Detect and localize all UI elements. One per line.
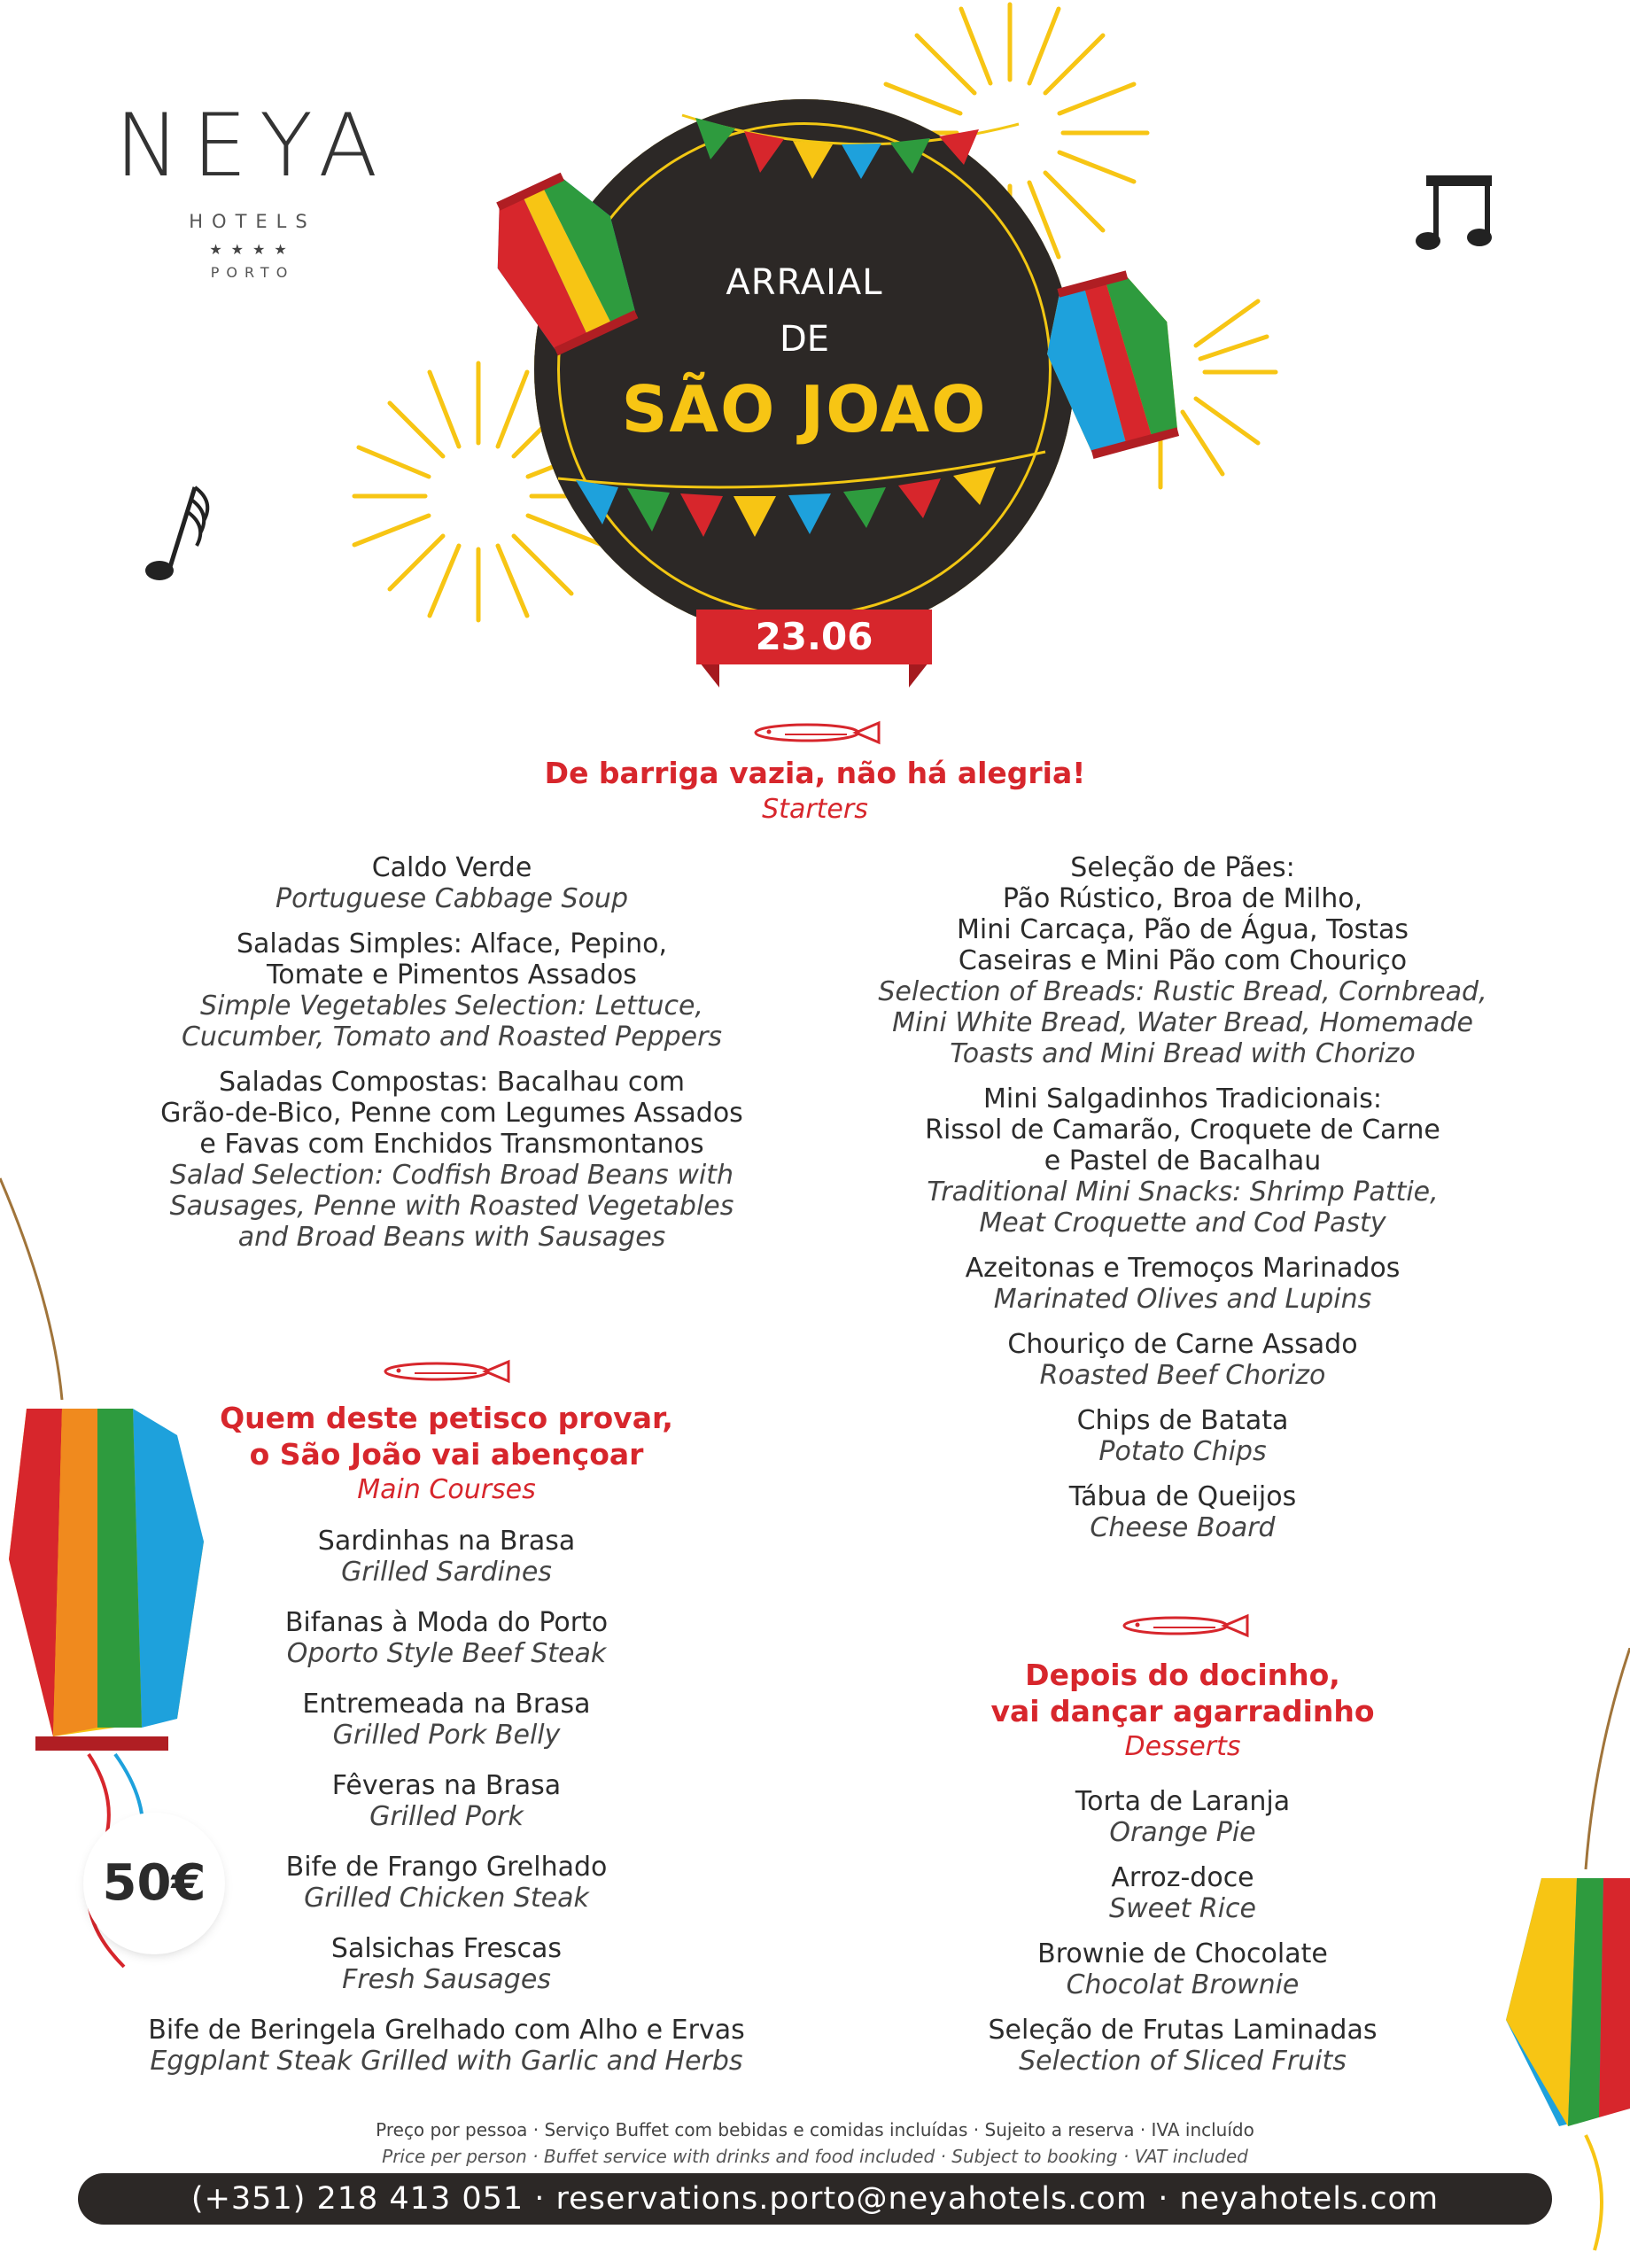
menu-item-translation: Roasted Beef Chorizo [1039,1360,1326,1391]
menu-item-translation: Portuguese Cabbage Soup [276,883,628,914]
menu-item [842,852,1524,1069]
desserts-title-line1: Depois do docinho, [1025,1658,1340,1692]
menu-item-name: Pão Rústico, Broa de Milho, [1002,883,1363,914]
menu-item-name: Arroz-doce [1111,1862,1254,1893]
menu-item-translation: Fresh Sausages [342,1964,551,1995]
menu-item-name: Sardinhas na Brasa [317,1526,576,1557]
menu-item [828,2015,1537,2077]
menu-item-translation: and Broad Beans with Sausages [237,1222,666,1253]
menu-item [842,1253,1524,1315]
menu-item [842,1481,1524,1543]
menu-item-translation: Sausages, Penne with Roasted Vegetables [169,1191,734,1222]
menu-item-translation: Traditional Mini Snacks: Shrimp Pattie, [927,1177,1439,1208]
footnote-en: Price per person · Buffet service with drinks and food included · Subject to booking · VAT included [382,2146,1248,2167]
menu-item-name: Salsichas Frescas [330,1933,563,1964]
menu-item-translation: Toasts and Mini Bread with Chorizo [950,1038,1416,1069]
menu-item-translation: Simple Vegetables Selection: Lettuce, [200,990,703,1021]
menu-item-name: Caldo Verde [371,852,532,883]
menu-item [115,928,788,1052]
menu-item-translation: Eggplant Steak Grilled with Garlic and Herbs [150,2046,743,2077]
music-note-icon [1414,168,1495,257]
menu-item-name: e Favas com Enchidos Transmontanos [199,1129,704,1160]
ribbon-tail-right [909,663,928,687]
menu-item-name: Bife de Beringela Grelhado com Alho e Ervas [148,2015,745,2046]
menu-item-translation: Salad Selection: Codfish Broad Beans with [169,1160,734,1191]
menu-item [828,1938,1537,2000]
menu-item-name: Fêveras na Brasa [331,1770,562,1801]
menu-item-name: Mini Carcaça, Pão de Água, Tostas [956,914,1409,945]
menu-item-translation: Grilled Pork [369,1801,524,1832]
menu-item-name: Tomate e Pimentos Assados [267,959,637,990]
hero-line2: DE [779,319,830,360]
menu-item-translation: Oporto Style Beef Steak [286,1638,607,1669]
menu-item-name: Grão-de-Bico, Penne com Legumes Assados [160,1098,743,1129]
desserts-subtitle: Desserts [1124,1731,1241,1762]
menu-item-name: Seleção de Frutas Laminadas [988,2015,1378,2046]
menu-item-name: Bifanas à Moda do Porto [284,1607,609,1638]
menu-item-name: Rissol de Camarão, Croquete de Carne [925,1115,1440,1146]
price-badge: 50€ [89,1818,220,1949]
menu-item-name: Chouriço de Carne Assado [1007,1329,1358,1360]
menu-item-name: Tábua de Queijos [1068,1481,1297,1512]
event-date: 23.06 [696,610,932,664]
menu-item-translation: Grilled Pork Belly [332,1720,561,1751]
menu-item-name: Saladas Simples: Alface, Pepino, [236,928,668,959]
brand-logo: NEYA [114,96,391,197]
mains-title-line1: Quem deste petisco provar, [220,1401,673,1435]
mains-subtitle: Main Courses [357,1474,536,1505]
starters-subtitle: Starters [762,794,868,825]
menu-item-name: Brownie de Chocolate [1037,1938,1328,1969]
menu-item [92,2015,801,2077]
starters-right-column [842,852,1524,1557]
footnote-pt: Preço por pessoa · Serviço Buffet com bebidas e comidas incluídas · Sujeito a reserva · IVA incluído [376,2119,1254,2140]
music-note-icon [133,478,221,585]
menu-item-name: Torta de Laranja [1075,1786,1291,1817]
menu-item [842,1405,1524,1467]
menu-item-translation: Orange Pie [1109,1817,1256,1848]
menu-item-translation: Chocolat Brownie [1066,1969,1300,2000]
menu-item [828,1786,1537,1848]
mains-title-line2: o São João vai abençoar [249,1437,644,1472]
menu-item-name: Azeitonas e Tremoços Marinados [965,1253,1401,1284]
brand-city: PORTO [210,264,295,281]
sardine-icon [749,719,882,746]
ribbon-tail-left [700,663,719,687]
menu-item-name: Bife de Frango Grelhado [285,1852,608,1883]
brand-sub: HOTELS [189,211,316,232]
menu-item-translation: Selection of Sliced Fruits [1019,2046,1347,2077]
brand-stars: ★★★★ [209,241,296,258]
sardine-icon [1118,1612,1251,1639]
menu-item-translation: Marinated Olives and Lupins [993,1284,1372,1315]
menu-item [115,852,788,914]
menu-item-translation: Meat Croquette and Cod Pasty [979,1208,1386,1239]
menu-item-name: Seleção de Pães: [1070,852,1295,883]
menu-item-name: Entremeada na Brasa [302,1689,591,1720]
contact-bar[interactable]: (+351) 218 413 051 · reservations.porto@neyahotels.com · neyahotels.com [78,2173,1552,2225]
menu-item-name: Saladas Compostas: Bacalhau com [219,1067,685,1098]
menu-item-name: Caseiras e Mini Pão com Chouriço [958,945,1408,976]
menu-item-translation: Potato Chips [1098,1436,1267,1467]
menu-item-translation: Selection of Breads: Rustic Bread, Cornbread, [878,976,1487,1007]
menu-item-translation: Grilled Chicken Steak [304,1883,589,1914]
hero-title: SÃO JOAO [621,372,988,447]
desserts-list [828,1786,1537,2091]
sardine-icon [379,1358,512,1385]
menu-item-name: e Pastel de Bacalhau [1044,1146,1322,1177]
menu-item [842,1329,1524,1391]
menu-item [828,1862,1537,1924]
menu-item-translation: Cucumber, Tomato and Roasted Peppers [181,1021,723,1052]
menu-item-translation: Mini White Bread, Water Bread, Homemade [892,1007,1473,1038]
menu-item-translation: Grilled Sardines [341,1557,552,1588]
menu-item [842,1084,1524,1239]
menu-item-translation: Sweet Rice [1109,1893,1256,1924]
desserts-title-line2: vai dançar agarradinho [990,1694,1375,1728]
menu-item-translation: Cheese Board [1090,1512,1276,1543]
starters-title: De barriga vazia, não há alegria! [544,756,1086,790]
menu-item-name: Mini Salgadinhos Tradicionais: [983,1084,1382,1115]
hero-line1: ARRAIAL [726,262,883,303]
menu-item-name: Chips de Batata [1076,1405,1289,1436]
